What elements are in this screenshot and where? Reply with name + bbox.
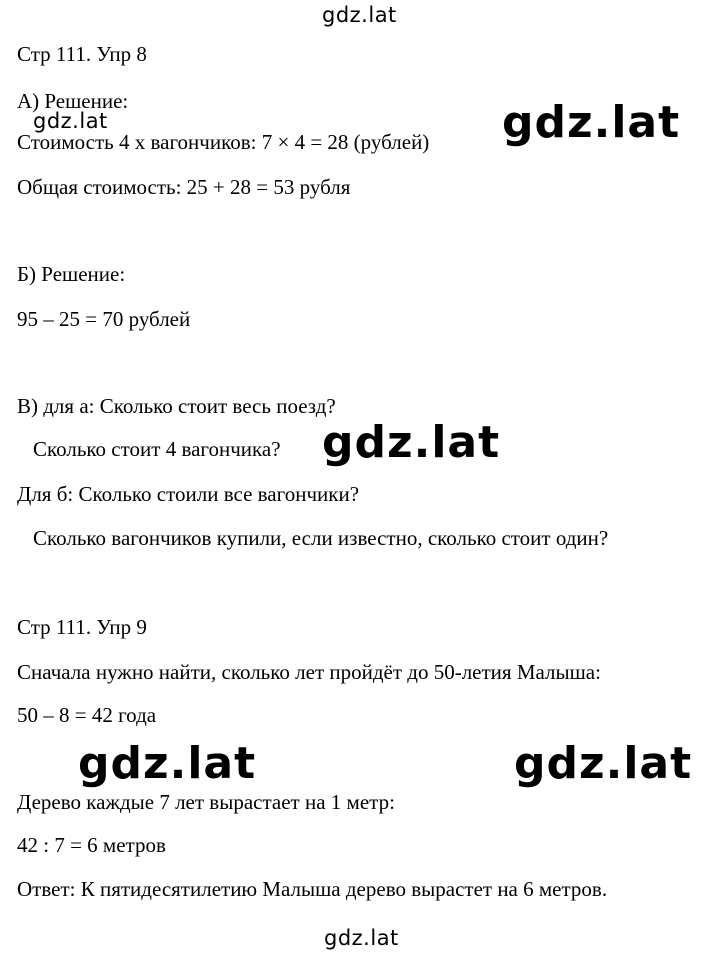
watermark-top: gdz.lat bbox=[322, 3, 397, 27]
exercise8-a-heading: А) Решение: bbox=[17, 89, 129, 113]
exercise8-v-line3: Для б: Сколько стоили все вагончики? bbox=[17, 482, 360, 506]
watermark-small: gdz.lat bbox=[33, 109, 108, 133]
watermark-large: gdz.lat bbox=[78, 738, 257, 789]
exercise9-line1: Сначала нужно найти, сколько лет пройдёт до 50-летия Малыша: bbox=[17, 660, 601, 684]
exercise8-v-line2: Сколько стоит 4 вагончика? bbox=[33, 437, 281, 461]
exercise8-title: Стр 111. Упр 8 bbox=[17, 42, 147, 66]
exercise8-a-line2: Общая стоимость: 25 + 28 = 53 рубля bbox=[17, 175, 351, 199]
exercise8-v-line1: В) для а: Сколько стоит весь поезд? bbox=[17, 394, 336, 418]
exercise9-title: Стр 111. Упр 9 bbox=[17, 615, 147, 639]
exercise8-v-line4: Сколько вагончиков купили, если известно, сколько стоит один? bbox=[33, 526, 609, 550]
exercise9-line3: Дерево каждые 7 лет вырастает на 1 метр: bbox=[17, 790, 395, 814]
watermark-bottom: gdz.lat bbox=[324, 926, 399, 950]
exercise9-answer: Ответ: К пятидесятилетию Малыша дерево вырастет на 6 метров. bbox=[17, 877, 608, 901]
watermark-large: gdz.lat bbox=[514, 738, 693, 789]
exercise9-line2: 50 – 8 = 42 года bbox=[17, 703, 157, 727]
watermark-large: gdz.lat bbox=[502, 97, 681, 148]
exercise8-b-line1: 95 – 25 = 70 рублей bbox=[17, 307, 191, 331]
exercise8-b-heading: Б) Решение: bbox=[17, 262, 126, 286]
exercise8-a-line1: Стоимость 4 х вагончиков: 7 × 4 = 28 (рублей) bbox=[17, 130, 430, 154]
watermark-large: gdz.lat bbox=[322, 417, 501, 468]
exercise9-line4: 42 : 7 = 6 метров bbox=[17, 833, 166, 857]
